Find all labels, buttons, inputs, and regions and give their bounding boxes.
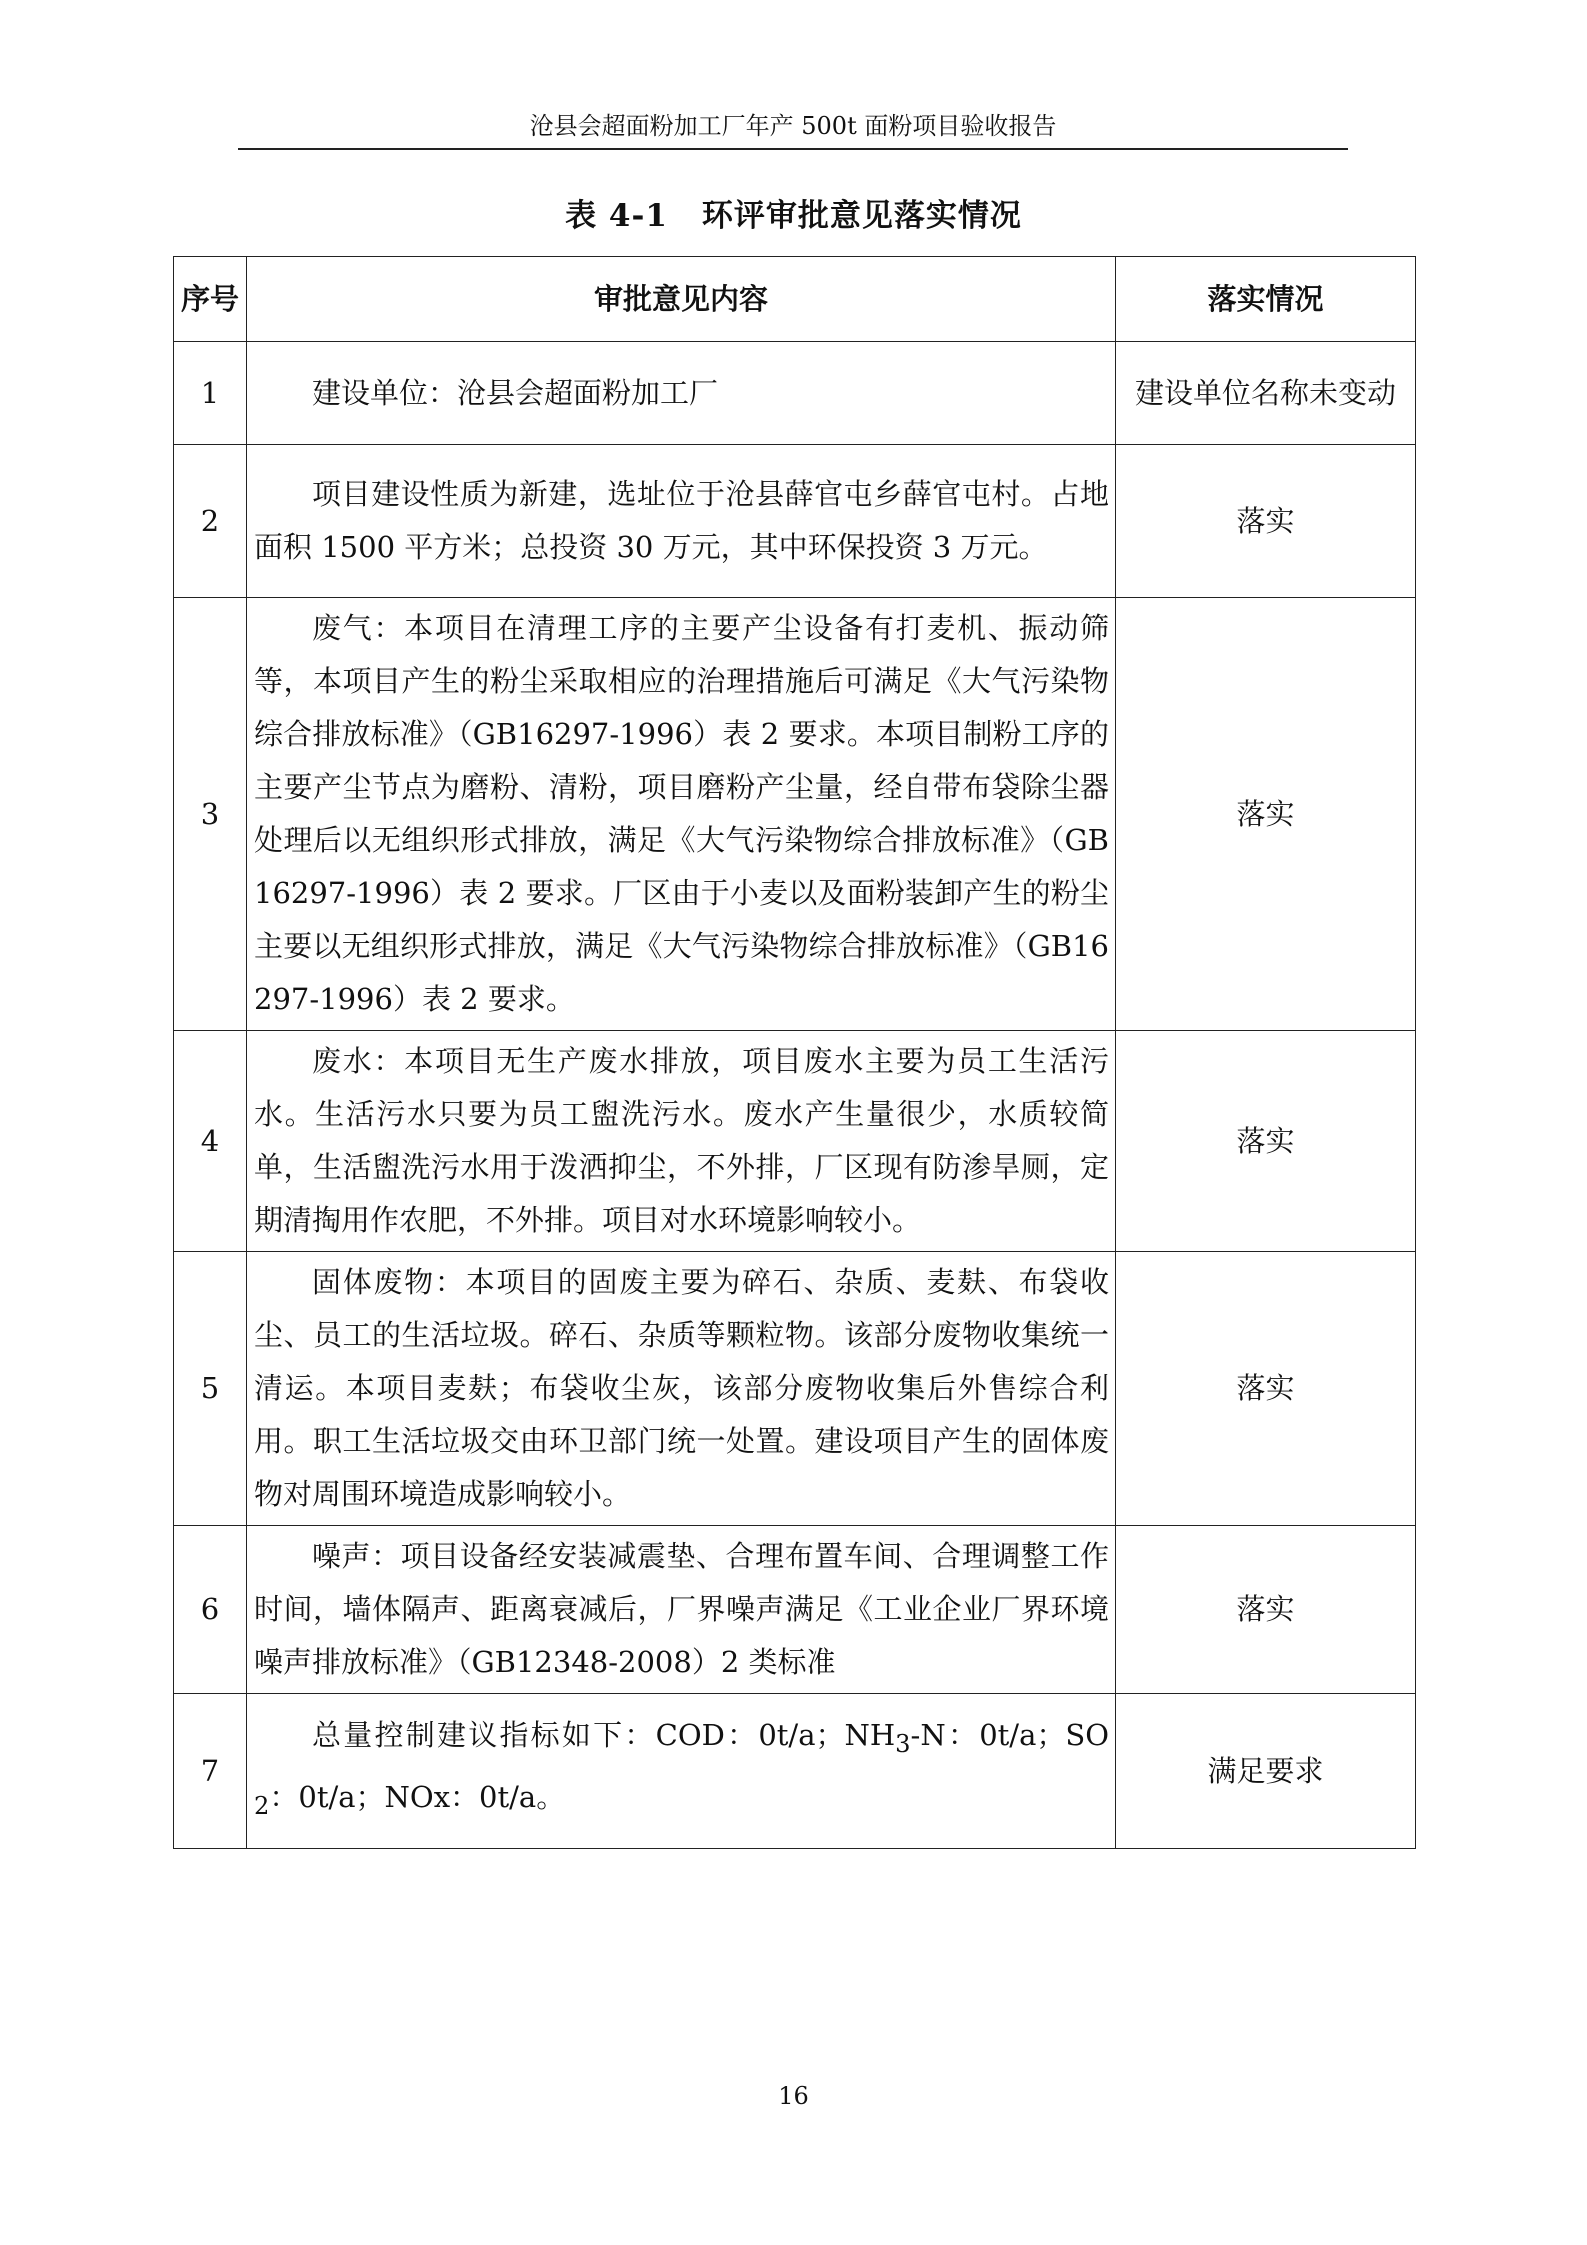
- table-number: 表 4-1: [565, 198, 668, 234]
- table-row: [174, 1252, 1416, 1526]
- table-caption: [0, 190, 1587, 235]
- header-content: 审批意见内容: [247, 257, 1116, 342]
- row-content: 建设单位：沧县会超面粉加工厂: [247, 342, 1116, 445]
- row-seq: 2: [174, 445, 247, 598]
- table-row: [174, 598, 1416, 1031]
- total-control-text: ：0t/a；NOx：0t/a。: [269, 1780, 566, 1814]
- row-status: 落实: [1116, 598, 1416, 1031]
- subscript-2: 2: [254, 1791, 270, 1820]
- table-row: [174, 1031, 1416, 1252]
- table-title: 环评审批意见落实情况: [701, 198, 1022, 234]
- row-seq: 7: [174, 1694, 247, 1849]
- row-content: [247, 1694, 1116, 1849]
- row-status: 满足要求: [1116, 1694, 1416, 1849]
- row-status: 落实: [1116, 1031, 1416, 1252]
- row-status: 建设单位名称未变动: [1116, 342, 1416, 445]
- row-content: 固体废物：本项目的固废主要为碎石、杂质、麦麸、布袋收尘、员工的生活垃圾。碎石、杂质等颗粒物。该部分废物收集统一清运。本项目麦麸；布袋收尘灰，该部分废物收集后外售综合利用。职工生活垃圾交由环卫部门统一处置。建设项目产生的固体废物对周围环境造成影响较小。: [247, 1252, 1116, 1526]
- table-row: [174, 1526, 1416, 1694]
- running-header: 沧县会超面粉加工厂年产 500t 面粉项目验收报告: [529, 112, 1057, 140]
- subscript-3: 3: [895, 1730, 911, 1758]
- header-divider: [238, 148, 1348, 150]
- row-seq: 3: [174, 598, 247, 1031]
- table-header-row: [174, 257, 1416, 342]
- row-content: 项目建设性质为新建，选址位于沧县薛官屯乡薛官屯村。占地面积 1500 平方米；总投资 30 万元，其中环保投资 3 万元。: [247, 445, 1116, 598]
- row-status: 落实: [1116, 1526, 1416, 1694]
- total-control-text: -N：0t/a；SO: [910, 1718, 1110, 1753]
- approval-opinions-table: [173, 256, 1416, 1849]
- row-seq: 6: [174, 1526, 247, 1694]
- row-seq: 4: [174, 1031, 247, 1252]
- row-seq: 5: [174, 1252, 247, 1526]
- row-content: 废气：本项目在清理工序的主要产尘设备有打麦机、振动筛等，本项目产生的粉尘采取相应的治理措施后可满足《大气污染物综合排放标准》（GB16297-1996）表 2 要求。本项目制粉工序的主要产尘节点为磨粉、清粉，项目磨粉产尘量，经自带布袋除尘器处理后以无组织形式排放，满足《大气污染物综合排放标准》（GB16297-1996）表 2 要求。厂区由于小麦以及面粉装卸产生的粉尘主要以无组织形式排放，满足《大气污染物综合排放标准》（GB16297-1996）表 2 要求。: [247, 598, 1116, 1031]
- table-row: [174, 342, 1416, 445]
- header-seq: 序号: [174, 257, 247, 342]
- page-number: 16: [778, 2082, 809, 2110]
- header-status: 落实情况: [1116, 257, 1416, 342]
- row-content: 废水：本项目无生产废水排放，项目废水主要为员工生活污水。生活污水只要为员工盥洗污水。废水产生量很少，水质较简单，生活盥洗污水用于泼洒抑尘，不外排，厂区现有防渗旱厕，定期清掏用作农肥，不外排。项目对水环境影响较小。: [247, 1031, 1116, 1252]
- row-content: 噪声：项目设备经安装减震垫、合理布置车间、合理调整工作时间，墙体隔声、距离衰减后，厂界噪声满足《工业企业厂界环境噪声排放标准》（GB12348-2008）2 类标准: [247, 1526, 1116, 1694]
- table-row: [174, 445, 1416, 598]
- row-seq: 1: [174, 342, 247, 445]
- row-status: 落实: [1116, 445, 1416, 598]
- total-control-text: 总量控制建议指标如下：COD：0t/a；NH: [312, 1718, 896, 1753]
- row-status: 落实: [1116, 1252, 1416, 1526]
- table-row: [174, 1694, 1416, 1849]
